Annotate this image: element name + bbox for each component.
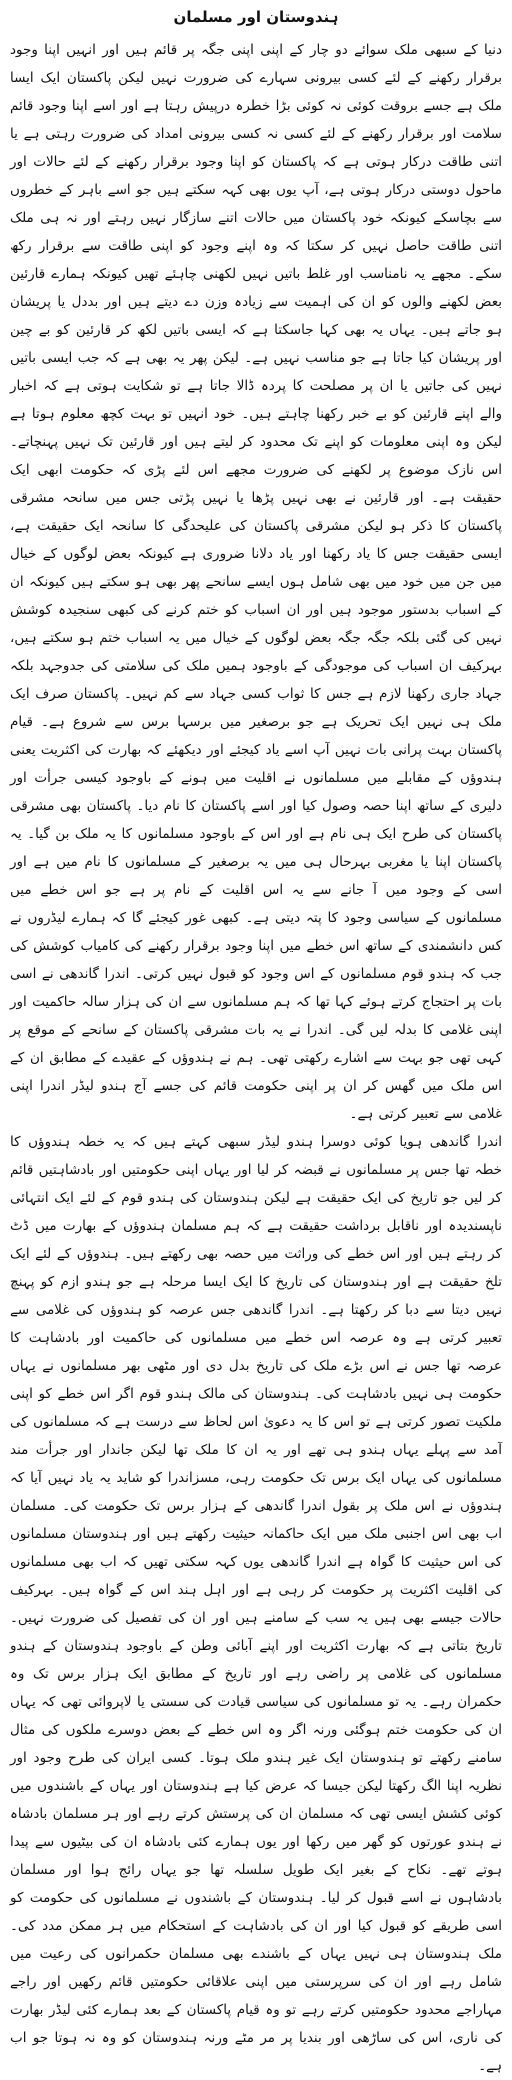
article-title: ہندوستان اور مسلمان [173,8,339,26]
article-body [10,36,502,2080]
article-paragraph-2: اندرا گاندھی ہویا کوئی دوسرا ہندو لیڈر سبھی کہتے ہیں کہ یہ خطہ ہندوؤں کا خطہ تھا جس پر مسلمانوں نے قبضہ کر لیا اور یہاں اپنی حکومتیں اور بادشاہتیں قائم کر لیں جو تاریخ کی ایک حقیقت ہے لیکن ہندوستان کی ہندو قوم کے لئے ایک انتہائی ناپسندیدہ اور ناقابل برداشت حقیقت ہے کہ ہم مسلمان ہندوؤں کے بھارت میں ڈٹ کر رہتے ہیں اور اس خطے کی وراثت میں حصہ بھی رکھتے ہیں۔ ہندوؤں کے لئے ایک تلخ حقیقت ہے اور ہندوستان کی تاریخ کا ایک ایسا مرحلہ ہے جو ہندو ازم کو پہنچ نہیں دیتا سے دبا کر رکھتا ہے۔ اندرا گاندھی جس عرصہ کو ہندوؤں کی غلامی سے تعبیر کرتی ہے وہ عرصہ اس خطے میں مسلمانوں کی حاکمیت اور بادشاہت کا عرصہ تھا جس نے اس بڑے ملک کی تاریخ بدل دی اور مٹھی بھر مسلمانوں نے یہاں حکومت ہی نہیں بادشاہت کی۔ ہندوستان کی مالک ہندو قوم اگر اس خطے کو اپنی ملکیت تصور کرتی ہے تو اس کا یہ دعویٰ اس لحاظ سے درست ہے کہ مسلمانوں کی آمد سے پہلے یہاں ہندو ہی تھے اور یہ ان کا ملک تھا لیکن جاندار اور جرأت مند مسلمانوں کی یہاں ایک برس تک حکومت رہی، مسزاندرا کو شاید یہ یاد نہیں آیا کہ ہندوؤں نے اس ملک پر بقول اندرا گاندھی کے ہزار برس تک حکومت کی۔ مسلمان اب بھی اس اجنبی ملک میں ایک حاکمانہ حیثیت رکھتے ہیں اور ہندوستان مسلمانوں کی اس حیثیت کا گواہ ہے اندرا گاندھی یوں کہہ سکتی تھیں کہ اب بھی مسلمانوں کی اقلیت اکثریت پر حکومت کر رہی ہے اور اہل ہند اس کے گواہ ہیں۔ بہرکیف حالات جیسے بھی ہیں یہ سب کے سامنے ہیں اور ان کی تفصیل کی ضرورت نہیں۔ تاریخ بتاتی ہے کہ بھارت اکثریت اور اپنے آبائی وطن کے باوجود ہندوستان کے ہندو مسلمانوں کی غلامی پر راضی رہے اور تاریخ کے مطابق ایک ہزار برس تک وہ حکمران رہے۔ یہ تو مسلمانوں کی سیاسی قیادت کی سستی یا لاپروائی تھی کہ یہاں ان کی حکومت ختم ہوگئی ورنہ اگر وہ اس خطے کے بعض دوسرے ملکوں کی مثال سامنے رکھتے تو ہندوستان ایک غیر ہندو ملک ہوتا۔ کسی ایران کی طرح وجود اور نظریہ اپنا الگ رکھتا لیکن جیسا کہ عرض کیا ہے ہندوستان اور یہاں کے باشندوں میں کوئی کشش ایسی تھی کہ مسلمان ان کی پرستش کرتے رہے اور ہر مسلمان بادشاہ نے ہندو عورتوں کو گھر میں رکھا اور یوں ہمارے کئی بادشاہ ان کی بیٹیوں سے پیدا ہوتے تھے۔ نکاح کے بغیر ایک طویل سلسلہ تھا جو یہاں رائج ہوا اور مسلمان بادشاہوں نے اسے قبول کر لیا۔ ہندوستان کے باشندوں نے مسلمانوں کی حکومت کو اسی طریقے کو قبول کیا اور ان کی بادشاہت کے استحکام میں ہر ممکن مدد کی۔ ملک ہندوستان ہی نہیں یہاں کے باشندے بھی مسلمان حکمرانوں کی رعیت میں شامل رہے اور ان کی سرپرستی میں اپنی علاقائی حکومتیں قائم رکھیں اور راجے مہاراجے محدود حکومتیں کرتے رہے تو وہ قیام پاکستان کے بعد ہمارے کئی لیڈر بھارت کی ناری، اس کی ساڑھی اور بندیا پر مر مٹے ورنہ ہندوستان کو وہ نہ ہوتا جو اب ہے۔ [10,1134,502,2074]
article-paragraph-1: دنیا کے سبھی ملک سوائے دو چار کے اپنی اپنی جگہ پر قائم ہیں اور انہیں اپنا وجود برقرار رکھنے کے لئے کسی بیرونی سہارے کی ضرورت نہیں لیکن پاکستان ایک ایسا ملک ہے جسے بروقت کوئی نہ کوئی بڑا خطرہ درپیش رہتا ہے اور اسے اپنا وجود قائم سلامت اور برقرار رکھنے کے لئے کسی نہ کسی بیرونی امداد کی ضرورت رہتی ہے یا اتنی طاقت درکار ہوتی ہے کہ پاکستان کو اپنا وجود برقرار رکھنے کے لئے حالات اور ماحول دوستی درکار ہوتی ہے، آپ یوں بھی کہہ سکتے ہیں جو اسے باہر کے خطروں سے بچاسکے کیونکہ خود پاکستان میں حالات اتنے سازگار نہیں رہتے اور نہ ہی ملک اتنی طاقت حاصل نہیں کر سکتا کہ وہ اپنے وجود کو اپنی طاقت سے برقرار رکھ سکے۔ مجھے یہ نامناسب اور غلط باتیں نہیں لکھنی چاہئے تھیں کیونکہ ہمارے قارئین بعض لکھنے والوں کو ان کی اہمیت سے زیادہ وزن دے دیتے ہیں اور بددل یا پریشان ہو جاتے ہیں۔ یہاں یہ بھی کہا جاسکتا ہے کہ ایسی باتیں لکھ کر قارئین کو بے چین اور پریشان کیا جاتا ہے جو مناسب نہیں ہے۔ لیکن پھر یہ بھی ہے کہ جب ایسی باتیں نہیں کی جاتیں یا ان پر مصلحت کا پردہ ڈالا جاتا ہے تو شکایت ہوتی ہے کہ اخبار والے اپنے قارئین کو بے خبر رکھنا چاہتے ہیں۔ خود انہیں تو بہت کچھ معلوم ہوتا ہے لیکن وہ اپنی معلومات کو اپنے تک محدود کر لیتے ہیں اور قارئین تک نہیں پہنچاتے۔ اس نازک موضوع پر لکھنے کی ضرورت مجھے اس لئے پڑی کہ حکومت ابھی ایک حقیقت ہے۔ اور قارئین نے بھی نہیں پڑھا یا نہیں پڑتی جس میں سانحہ مشرقی پاکستان کا ذکر ہو لیکن مشرقی پاکستان کی علیحدگی کا سانحہ ایک حقیقت ہے، ایسی حقیقت جس کا یاد رکھنا اور یاد دلانا ضروری ہے کیونکہ بعض لوگوں کے خیال میں جن میں خود میں بھی شامل ہوں ایسے سانحے پھر بھی ہو سکتے ہیں کیونکہ ان کے اسباب بدستور موجود ہیں اور ان اسباب کو ختم کرنے کی کبھی سنجیدہ کوشش نہیں کی گئی بلکہ جگہ جگہ بعض لوگوں کے خیال میں یہ اسباب ختم ہو سکتے ہیں، بہرکیف ان اسباب کی موجودگی کے باوجود ہمیں ملک کی سلامتی کی جدوجہد بلکہ جہاد جاری رکھنا لازم ہے جس کا ثواب کسی جہاد سے کم نہیں۔ پاکستان صرف ایک ملک ہی نہیں ایک تحریک ہے جو برصغیر میں برسہا برس سے شروع ہے۔ قیام پاکستان بہت پرانی بات نہیں آپ اسے یاد کیجئے اور دیکھئے کہ بھارت کی اکثریت یعنی ہندوؤں کے مقابلے میں مسلمانوں نے اقلیت میں ہونے کے باوجود کیسی جرأت اور دلیری کے ساتھ اپنا حصہ وصول کیا اور اسے پاکستان کا نام دیا۔ پاکستان بھی مشرقی پاکستان کی طرح ایک ہی نام ہے اور اس کے باوجود مسلمانوں کا یہ ملک بن گیا۔ یہ پاکستان اپنا یا مغربی بہرحال ہی میں یہ برصغیر کے مسلمانوں کا نام میں ہے اور اسی کے وجود میں آ جانے سے یہ اس اقلیت کے نام پر ہے جو اس خطے میں مسلمانوں کے سیاسی وجود کا پتہ دیتی ہے۔ کبھی غور کیجئے گا کہ ہمارے لیڈروں نے کس دانشمندی کے ساتھ اس خطے میں اپنا وجود برقرار رکھنے کی کامیاب کوشش کی جب کہ ہندو قوم مسلمانوں کے اس وجود کو قبول نہیں کرتی۔ اندرا گاندھی نے اسی بات پر احتجاج کرتے ہوئے کہا تھا کہ ہم مسلمانوں سے ان کی ہزار سالہ حاکمیت اور اپنی غلامی کا بدلہ لیں گی۔ اندرا نے یہ بات مشرقی پاکستان کے سانحے کے موقع پر کہی تھی جو بہت سے اشارے رکھتی تھی۔ ہم نے ہندوؤں کے عقیدے کے مطابق ان کے اس ملک میں گھس کر ان پر اپنی حکومت قائم کی جسے آج ہندو لیڈر اندرا اپنی غلامی سے تعبیر کرتی ہے۔ [10,42,502,1122]
